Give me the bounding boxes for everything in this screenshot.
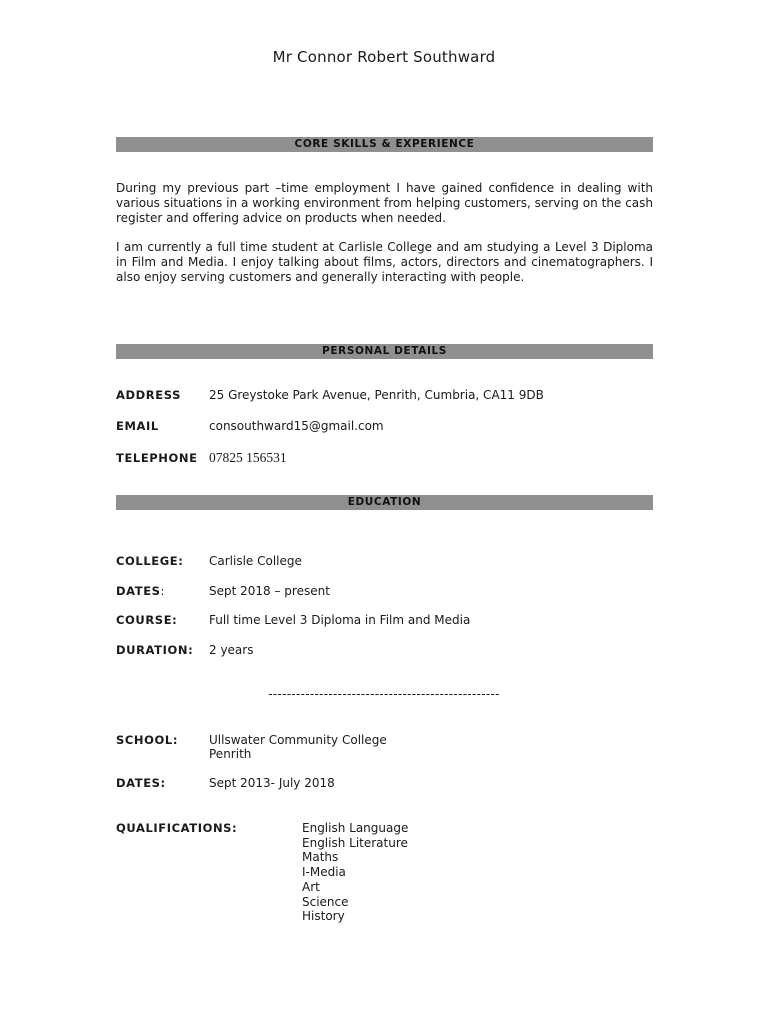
qualification-item: Maths [302, 850, 339, 865]
college-dates-label [116, 584, 165, 598]
course-label: COURSE: [116, 613, 178, 627]
qualification-item: I-Media [302, 865, 346, 880]
qualifications-list [302, 821, 408, 924]
email-label: EMAIL [116, 419, 159, 433]
college-value: Carlisle College [209, 554, 302, 568]
core-paragraph-2: I am currently a full time student at Carlisle College and am studying a Level 3 Diploma in Film and Media. I enjoy talking about films, actors, directors and cinematographers. I also enjoy serving customers and generally interacting with people. [116, 240, 653, 284]
qualification-item: English Literature [302, 835, 408, 850]
qualification-item: History [302, 909, 345, 924]
school-label: SCHOOL: [116, 733, 179, 747]
qualifications-label: QUALIFICATIONS: [116, 821, 238, 835]
address-label: ADDRESS [116, 388, 181, 402]
section-header-core-skills: CORE SKILLS & EXPERIENCE [116, 137, 653, 152]
college-dates-colon: : [160, 584, 166, 598]
college-dates-value: Sept 2018 – present [209, 584, 330, 598]
college-dates-label-text: DATES [116, 584, 161, 598]
school-dates-label: DATES: [116, 776, 166, 790]
separator-line: -------------------------------------------------- [268, 687, 500, 701]
section-header-personal-details: PERSONAL DETAILS [116, 344, 653, 359]
duration-value: 2 years [209, 643, 254, 657]
school-value-line2: Penrith [209, 747, 252, 761]
school-dates-value: Sept 2013- July 2018 [209, 776, 335, 790]
email-value: consouthward15@gmail.com [209, 419, 384, 433]
qualification-item: Science [302, 894, 349, 909]
qualification-item: English Language [302, 821, 409, 835]
school-value-line1: Ullswater Community College [209, 733, 387, 747]
core-paragraph-1: During my previous part –time employment I have gained confidence in dealing with various situations in a working environment from helping customers, serving on the cash register and offering advice on products when needed. [116, 181, 653, 225]
duration-label: DURATION: [116, 643, 194, 657]
telephone-value: 07825 156531 [209, 450, 287, 465]
telephone-label: TELEPHONE [116, 451, 198, 465]
section-header-education: EDUCATION [116, 495, 653, 510]
qualification-item: Art [302, 879, 320, 894]
college-label: COLLEGE: [116, 554, 184, 568]
candidate-name: Mr Connor Robert Southward [272, 48, 496, 66]
course-value: Full time Level 3 Diploma in Film and Media [209, 613, 471, 627]
address-value: 25 Greystoke Park Avenue, Penrith, Cumbria, CA11 9DB [209, 388, 544, 402]
